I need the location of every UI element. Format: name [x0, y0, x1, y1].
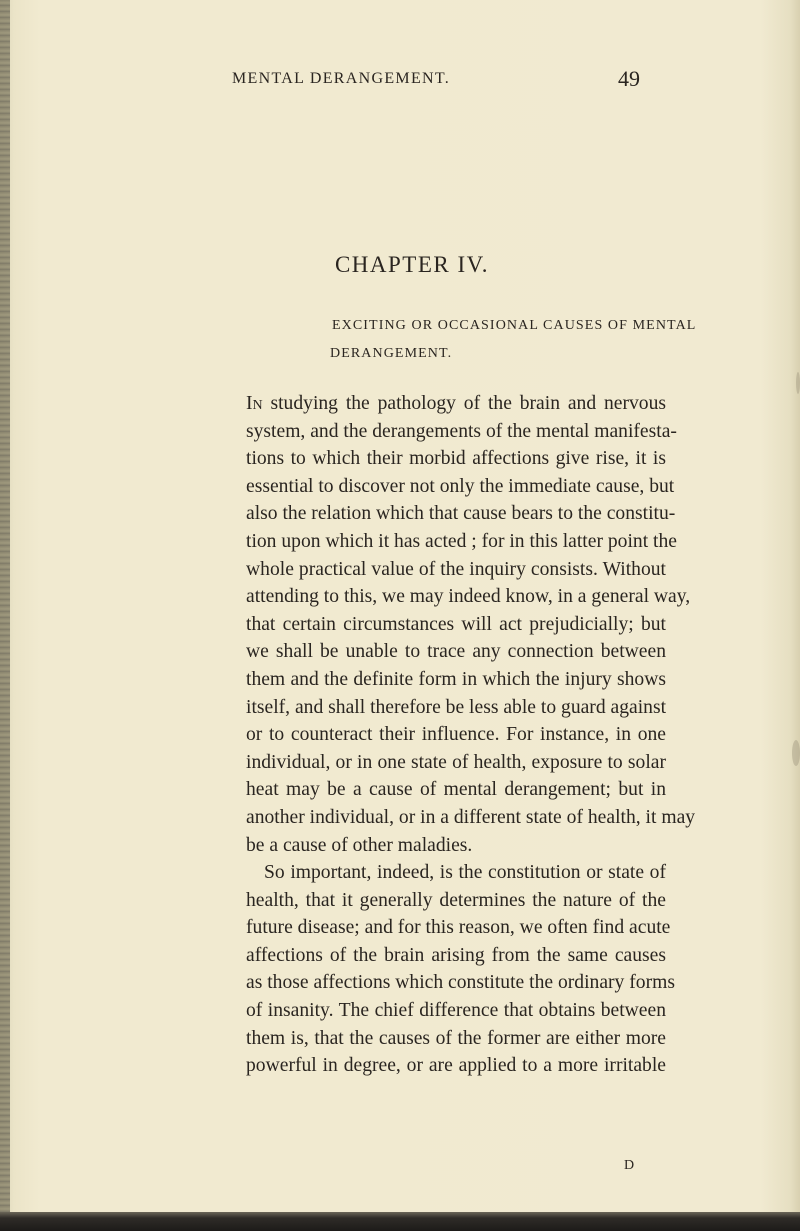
text-line: affections of the brain arising from the same causes: [246, 944, 666, 966]
text-line: as those affections which constitute the ordinary forms: [246, 972, 675, 994]
text-line: tion upon which it has acted ; for in this latter point the: [246, 530, 677, 552]
text-line-content: studying the pathology of the brain and nervous: [262, 393, 666, 414]
text-line: essential to discover not only the immediate cause, but: [246, 475, 675, 497]
text-line: them and the definite form in which the injury shows: [246, 668, 666, 690]
text-line: that certain circumstances will act prejudicially; but: [246, 613, 666, 635]
text-line: or to counteract their influence. For instance, in one: [246, 724, 666, 746]
text-line: powerful in degree, or are applied to a more irritable: [246, 1055, 666, 1077]
text-line: itself, and shall therefore be less able to guard against: [246, 696, 667, 718]
text-line: So important, indeed, is the constitution or state of: [264, 862, 666, 884]
text-line: tions to which their morbid affections give rise, it is: [246, 448, 666, 470]
text-line: future disease; and for this reason, we often find acute: [246, 917, 671, 939]
signature-mark: D: [624, 1158, 635, 1173]
text-line: system, and the derangements of the mental manifesta-: [246, 420, 677, 442]
text-line: also the relation which that cause bears to the constitu-: [246, 503, 676, 525]
text-line: health, that it generally determines the nature of the: [246, 889, 666, 911]
text-line: heat may be a cause of mental derangement; but in: [246, 779, 666, 801]
page-stain: [792, 740, 800, 766]
initial-word: In: [246, 393, 263, 414]
chapter-subtitle-line-1: EXCITING OR OCCASIONAL CAUSES OF MENTAL: [332, 318, 697, 333]
text-line: of insanity. The chief difference that obtains between: [246, 1000, 666, 1022]
text-line: be a cause of other maladies.: [246, 834, 473, 856]
page-stain: [796, 372, 800, 394]
chapter-title: CHAPTER IV.: [334, 252, 490, 277]
page-number: 49: [618, 66, 640, 91]
body-text: [246, 390, 696, 1080]
text-line: individual, or in one state of health, exposure to solar: [246, 751, 666, 773]
text-line: another individual, or in a different state of health, it may: [246, 806, 696, 828]
text-line: them is, that the causes of the former are either more: [246, 1027, 666, 1049]
text-line: whole practical value of the inquiry consists. Without: [246, 558, 666, 580]
text-line: [246, 390, 666, 418]
text-line: attending to this, we may indeed know, in a general way,: [246, 586, 691, 608]
running-head: [232, 66, 652, 96]
page-bottom-edge: [0, 1212, 800, 1231]
page-binding-edge: [0, 0, 10, 1231]
text-line: we shall be unable to trace any connection between: [246, 641, 666, 663]
chapter-subtitle-line-2: DERANGEMENT.: [330, 346, 453, 361]
running-title: MENTAL DERANGEMENT.: [232, 70, 451, 87]
